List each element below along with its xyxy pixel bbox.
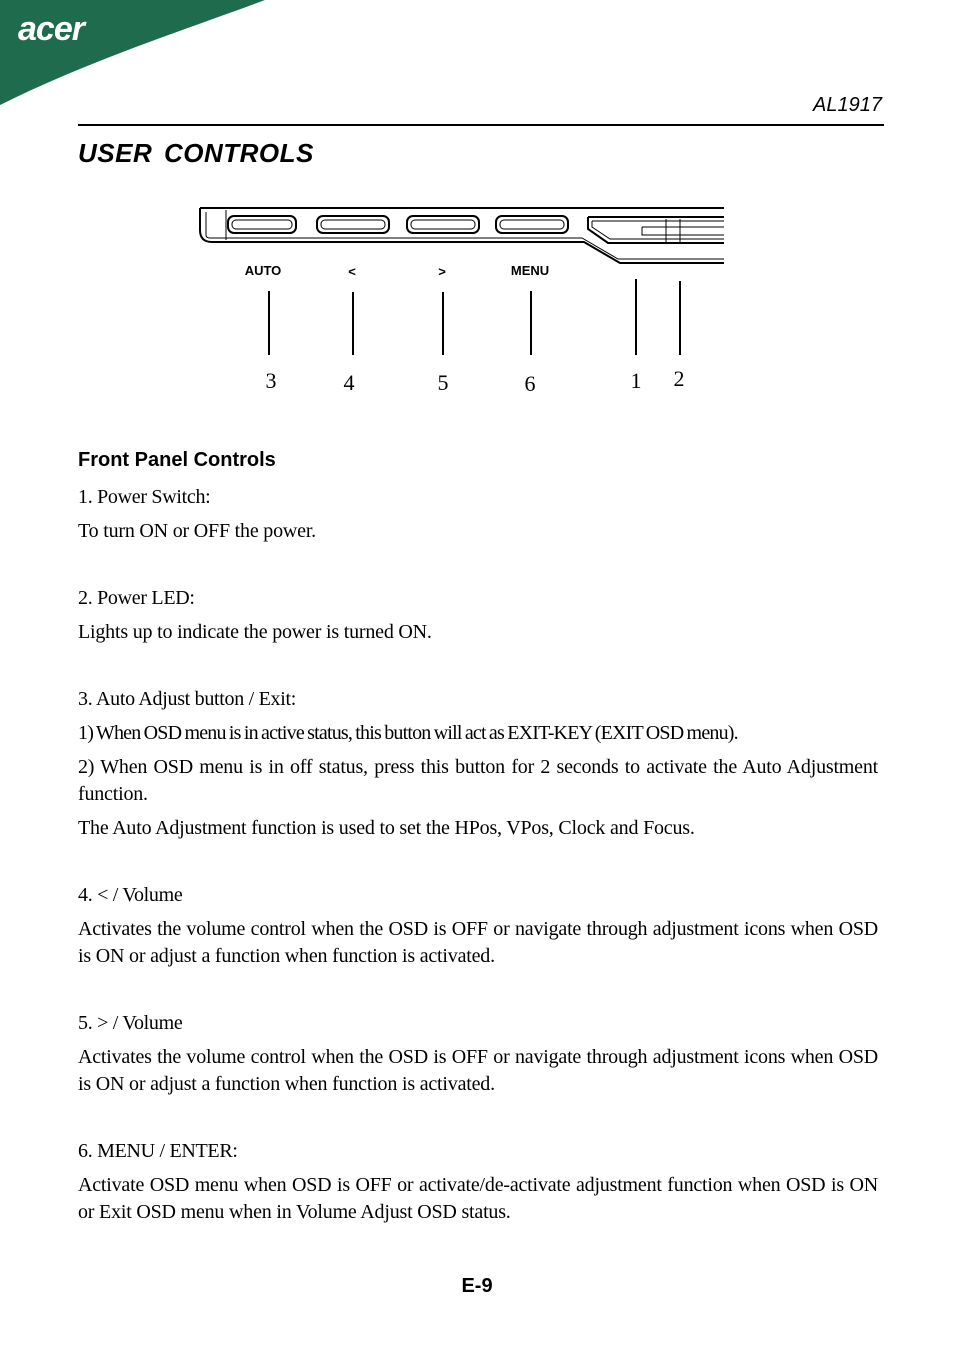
menu-label: MENU: [510, 263, 550, 278]
front-panel-diagram: [190, 195, 730, 405]
item-heading: 6. MENU / ENTER:: [78, 1140, 238, 1162]
section-heading: Front Panel Controls: [78, 449, 276, 471]
control-power-led: [78, 585, 878, 646]
control-volume-down: [78, 882, 878, 970]
menu-button-shape: [496, 216, 568, 233]
front-panel-controls: [78, 446, 878, 1266]
control-auto-adjust: [78, 686, 878, 842]
left-arrow-label: <: [348, 264, 356, 279]
item-heading: 3. Auto Adjust button / Exit:: [78, 688, 296, 710]
control-menu-enter: [78, 1138, 878, 1226]
item-paragraph: Activate OSD menu when OSD is OFF or activate/de-activate adjustment function when OSD is ON or Exit OSD menu when in Volume Adjust OSD status.: [78, 1174, 878, 1223]
header-rule: [78, 124, 884, 126]
item-paragraph: Activates the volume control when the OSD is OFF or navigate through adjustment icons when OSD is ON or adjust a function when function is activated.: [78, 1046, 878, 1095]
auto-label: AUTO: [244, 263, 282, 278]
left-button-shape: [317, 216, 389, 233]
item-heading: 4. < / Volume: [78, 884, 183, 906]
item-paragraph: Lights up to indicate the power is turned ON.: [78, 621, 432, 643]
callout-1: 1: [630, 368, 642, 393]
model-number: AL1917: [813, 94, 882, 116]
item-heading: 5. > / Volume: [78, 1012, 183, 1034]
item-paragraph: 1) When OSD menu is in active status, this button will act as EXIT-KEY (EXIT OSD menu).: [78, 722, 738, 744]
right-button-shape: [407, 216, 479, 233]
page-number: E-9: [461, 1275, 493, 1297]
control-power-switch: [78, 484, 878, 545]
item-paragraph: The Auto Adjustment function is used to set the HPos, VPos, Clock and Focus.: [78, 817, 695, 839]
acer-logo: acer: [18, 10, 84, 48]
page-title: USER CONTROLS: [78, 138, 314, 168]
item-heading: 2. Power LED:: [78, 587, 195, 609]
power-led-shape: [642, 227, 724, 235]
right-arrow-label: >: [438, 264, 446, 279]
callout-5: 5: [437, 370, 449, 395]
callout-6: 6: [524, 371, 536, 396]
callout-3: 3: [265, 368, 277, 393]
item-paragraph: 2) When OSD menu is in off status, press this button for 2 seconds to activate the Auto Adjustment function.: [78, 756, 878, 805]
auto-button-shape: [228, 216, 296, 233]
callout-2: 2: [673, 366, 685, 391]
item-heading: 1. Power Switch:: [78, 486, 211, 508]
control-volume-up: [78, 1010, 878, 1098]
item-paragraph: To turn ON or OFF the power.: [78, 520, 316, 542]
item-paragraph: Activates the volume control when the OSD is OFF or navigate through adjustment icons when OSD is ON or adjust a function when function is activated.: [78, 918, 878, 967]
callout-4: 4: [343, 370, 355, 395]
